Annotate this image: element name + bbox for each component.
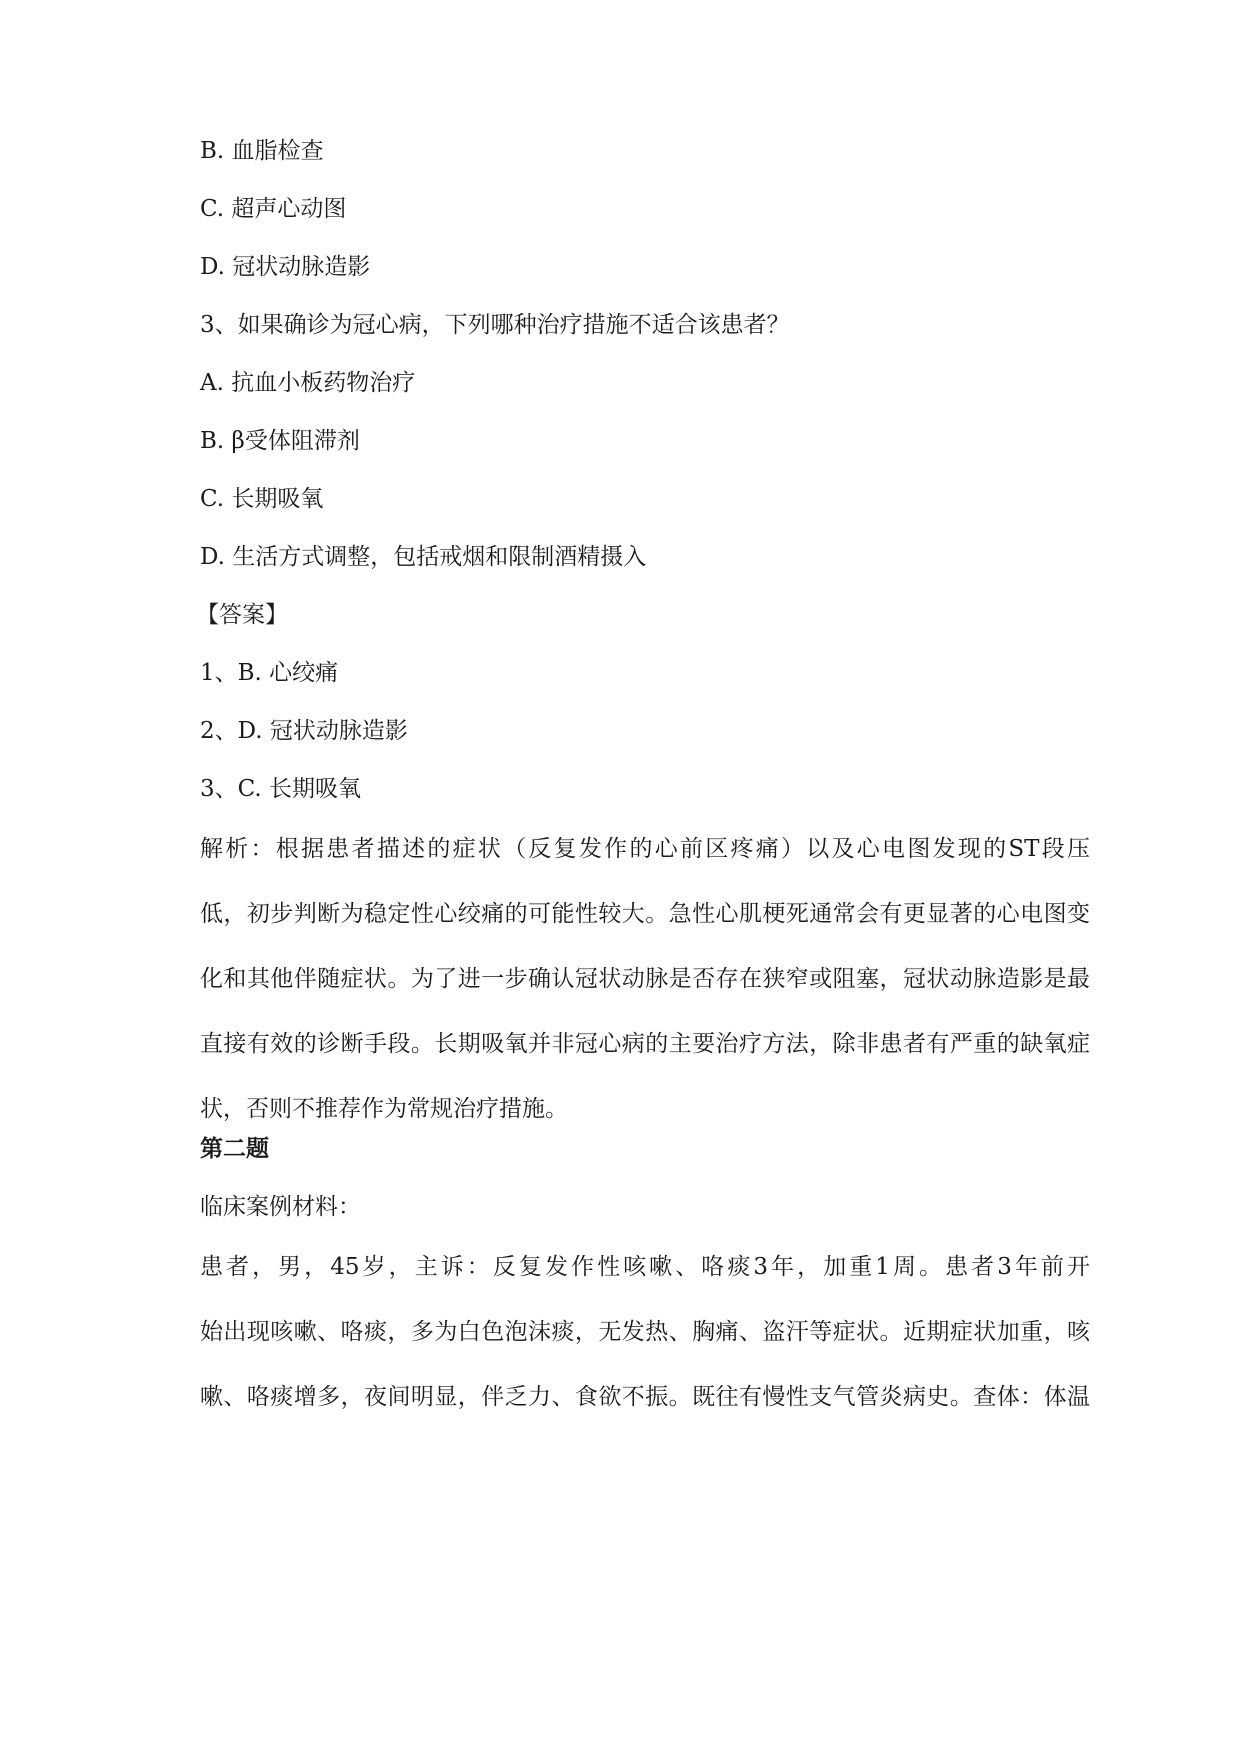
analysis-paragraph [200, 817, 1090, 1142]
q3-option-b: B. β受体阻滞剂 [200, 428, 360, 454]
analysis-line: 直接有效的诊断手段。长期吸氧并非冠心病的主要治疗方法，除非患者有严重的缺氧症 [200, 1031, 1090, 1057]
section-title: 第二题 [200, 1135, 269, 1162]
case-label: 临床案例材料： [200, 1194, 361, 1220]
answer-1: 1、B. 心绞痛 [200, 660, 339, 686]
q2-option-b: B. 血脂检查 [200, 138, 324, 164]
analysis-line: 低，初步判断为稳定性心绞痛的可能性较大。急性心肌梗死通常会有更显著的心电图变 [200, 901, 1090, 927]
answer-3: 3、C. 长期吸氧 [200, 776, 362, 802]
case-paragraph [200, 1235, 1090, 1430]
analysis-line: 状，否则不推荐作为常规治疗措施。 [200, 1096, 568, 1122]
q2-option-c: C. 超声心动图 [200, 196, 347, 222]
q2-option-d: D. 冠状动脉造影 [200, 254, 371, 280]
answer-heading: 【答案】 [196, 602, 288, 628]
analysis-line: 解析：根据患者描述的症状（反复发作的心前区疼痛）以及心电图发现的ST段压 [200, 836, 1090, 862]
case-line: 患者，男，45岁，主诉：反复发作性咳嗽、咯痰3年，加重1周。患者3年前开 [200, 1254, 1090, 1280]
q3-option-c: C. 长期吸氧 [200, 486, 324, 512]
answer-2: 2、D. 冠状动脉造影 [200, 718, 408, 744]
q3-stem: 3、如果确诊为冠心病，下列哪种治疗措施不适合该患者？ [200, 312, 790, 338]
q3-option-a: A. 抗血小板药物治疗 [200, 370, 416, 396]
case-line: 嗽、咯痰增多，夜间明显，伴乏力、食欲不振。既往有慢性支气管炎病史。查体：体温 [200, 1384, 1090, 1410]
q3-option-d: D. 生活方式调整，包括戒烟和限制酒精摄入 [200, 544, 647, 570]
analysis-line: 化和其他伴随症状。为了进一步确认冠状动脉是否存在狭窄或阻塞，冠状动脉造影是最 [200, 966, 1090, 992]
case-line: 始出现咳嗽、咯痰，多为白色泡沫痰，无发热、胸痛、盗汗等症状。近期症状加重，咳 [200, 1319, 1090, 1345]
